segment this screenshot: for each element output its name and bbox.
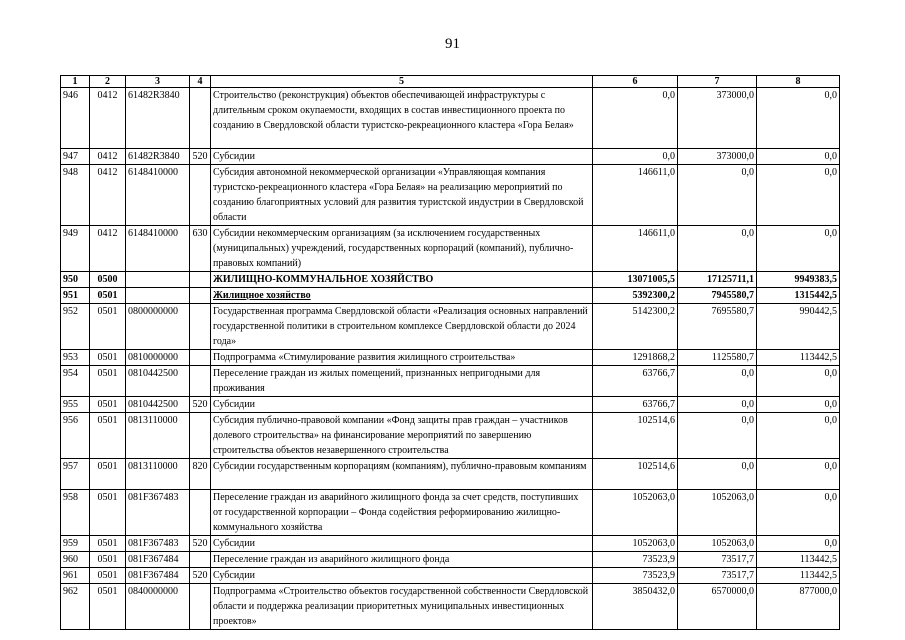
row-number: 952 xyxy=(61,304,90,350)
row-name: Государственная программа Свердловской области «Реализация основных направлений государственной политики в строительном комплексе Свердловской области до 2024 года» xyxy=(211,304,593,350)
expense-type-code xyxy=(190,304,211,350)
section-code: 0501 xyxy=(90,490,126,536)
amount-col-8: 9949383,5 xyxy=(757,272,840,288)
section-code: 0501 xyxy=(90,288,126,304)
amount-col-6: 1052063,0 xyxy=(593,490,678,536)
col-header-5: 5 xyxy=(211,76,593,88)
section-code: 0412 xyxy=(90,149,126,165)
target-article-code: 0813110000 xyxy=(126,459,190,490)
target-article-code: 0800000000 xyxy=(126,304,190,350)
row-name: Переселение граждан из аварийного жилищного фонда xyxy=(211,552,593,568)
table-row xyxy=(61,165,840,226)
col-header-7: 7 xyxy=(678,76,757,88)
amount-col-8: 990442,5 xyxy=(757,304,840,350)
row-name: Жилищное хозяйство xyxy=(211,288,593,304)
amount-col-7: 0,0 xyxy=(678,459,757,490)
amount-col-7: 0,0 xyxy=(678,226,757,272)
expense-type-code xyxy=(190,413,211,459)
row-number: 949 xyxy=(61,226,90,272)
section-code: 0412 xyxy=(90,165,126,226)
amount-col-8: 1315442,5 xyxy=(757,288,840,304)
expense-type-code xyxy=(190,490,211,536)
target-article-code: 081F367483 xyxy=(126,490,190,536)
row-number: 962 xyxy=(61,584,90,630)
target-article-code: 0813110000 xyxy=(126,413,190,459)
section-code: 0501 xyxy=(90,413,126,459)
table-row xyxy=(61,397,840,413)
expense-type-code xyxy=(190,366,211,397)
expense-type-code xyxy=(190,584,211,630)
table-row xyxy=(61,350,840,366)
section-code: 0412 xyxy=(90,88,126,149)
col-header-4: 4 xyxy=(190,76,211,88)
amount-col-7: 7945580,7 xyxy=(678,288,757,304)
amount-col-6: 3850432,0 xyxy=(593,584,678,630)
amount-col-6: 102514,6 xyxy=(593,413,678,459)
section-code: 0501 xyxy=(90,536,126,552)
amount-col-7: 373000,0 xyxy=(678,88,757,149)
amount-col-7: 1125580,7 xyxy=(678,350,757,366)
expense-type-code xyxy=(190,88,211,149)
amount-col-6: 63766,7 xyxy=(593,397,678,413)
row-name: ЖИЛИЩНО-КОММУНАЛЬНОЕ ХОЗЯЙСТВО xyxy=(211,272,593,288)
amount-col-7: 0,0 xyxy=(678,413,757,459)
row-name: Субсидия публично-правовой компании «Фонд защиты прав граждан – участников долевого строительства» на финансирование мероприятий по завершению строительства объектов незавершенного строительства xyxy=(211,413,593,459)
amount-col-6: 1052063,0 xyxy=(593,536,678,552)
target-article-code: 081F367484 xyxy=(126,552,190,568)
expense-type-code xyxy=(190,165,211,226)
amount-col-8: 0,0 xyxy=(757,459,840,490)
row-number: 946 xyxy=(61,88,90,149)
amount-col-6: 73523,9 xyxy=(593,552,678,568)
expense-type-code: 520 xyxy=(190,536,211,552)
expense-type-code: 520 xyxy=(190,397,211,413)
table-row xyxy=(61,288,840,304)
amount-col-8: 113442,5 xyxy=(757,568,840,584)
expense-type-code: 520 xyxy=(190,568,211,584)
row-number: 951 xyxy=(61,288,90,304)
target-article-code: 0810442500 xyxy=(126,366,190,397)
row-name: Субсидии государственным корпорациям (компаниям), публично-правовым компаниям xyxy=(211,459,593,490)
table-row xyxy=(61,226,840,272)
amount-col-8: 113442,5 xyxy=(757,552,840,568)
row-number: 950 xyxy=(61,272,90,288)
table-row xyxy=(61,413,840,459)
amount-col-8: 0,0 xyxy=(757,88,840,149)
target-article-code: 61482R3840 xyxy=(126,149,190,165)
section-code: 0501 xyxy=(90,584,126,630)
row-number: 961 xyxy=(61,568,90,584)
page-number: 91 xyxy=(445,36,460,52)
amount-col-8: 0,0 xyxy=(757,226,840,272)
amount-col-7: 73517,7 xyxy=(678,568,757,584)
amount-col-7: 1052063,0 xyxy=(678,536,757,552)
target-article-code xyxy=(126,288,190,304)
row-name: Переселение граждан из аварийного жилищного фонда за счет средств, поступивших от государственной корпорации – Фонда содействия реформированию жилищно-коммунального хозяйства xyxy=(211,490,593,536)
amount-col-6: 102514,6 xyxy=(593,459,678,490)
row-number: 957 xyxy=(61,459,90,490)
table-row xyxy=(61,459,840,490)
section-code: 0412 xyxy=(90,226,126,272)
row-name: Субсидии xyxy=(211,397,593,413)
amount-col-7: 0,0 xyxy=(678,366,757,397)
row-name: Подпрограмма «Строительство объектов государственной собственности Свердловской области и поддержка реализации приоритетных муниципальных инвестиционных проектов» xyxy=(211,584,593,630)
row-name: Субсидии xyxy=(211,149,593,165)
col-header-6: 6 xyxy=(593,76,678,88)
row-number: 960 xyxy=(61,552,90,568)
amount-col-7: 7695580,7 xyxy=(678,304,757,350)
amount-col-6: 73523,9 xyxy=(593,568,678,584)
table-row xyxy=(61,490,840,536)
expense-type-code xyxy=(190,350,211,366)
row-number: 956 xyxy=(61,413,90,459)
row-name: Строительство (реконструкция) объектов обеспечивающей инфраструктуры с длительным сроком окупаемости, входящих в состав инвестиционного проекта по созданию в Свердловской области туристско-рекреационного кластера «Гора Белая» xyxy=(211,88,593,149)
amount-col-6: 5392300,2 xyxy=(593,288,678,304)
row-name: Субсидия автономной некоммерческой организации «Управляющая компания туристско-рекреационного кластера «Гора Белая» на реализацию мероприятий по созданию благоприятных условий для развития туристской индустрии в Свердловской области xyxy=(211,165,593,226)
table-body xyxy=(61,88,840,630)
target-article-code: 0810442500 xyxy=(126,397,190,413)
amount-col-8: 0,0 xyxy=(757,149,840,165)
amount-col-8: 113442,5 xyxy=(757,350,840,366)
header-row xyxy=(61,76,840,88)
target-article-code: 6148410000 xyxy=(126,226,190,272)
section-code: 0501 xyxy=(90,568,126,584)
amount-col-7: 73517,7 xyxy=(678,552,757,568)
row-name: Субсидии некоммерческим организациям (за исключением государственных (муниципальных) учреждений, государственных корпораций (компаний), публично-правовых компаний) xyxy=(211,226,593,272)
amount-col-8: 0,0 xyxy=(757,165,840,226)
amount-col-8: 0,0 xyxy=(757,397,840,413)
section-code: 0501 xyxy=(90,397,126,413)
amount-col-8: 877000,0 xyxy=(757,584,840,630)
expense-type-code xyxy=(190,552,211,568)
col-header-1: 1 xyxy=(61,76,90,88)
col-header-8: 8 xyxy=(757,76,840,88)
target-article-code: 0810000000 xyxy=(126,350,190,366)
row-number: 948 xyxy=(61,165,90,226)
col-header-2: 2 xyxy=(90,76,126,88)
row-number: 947 xyxy=(61,149,90,165)
row-name: Переселение граждан из жилых помещений, признанных непригодными для проживания xyxy=(211,366,593,397)
table-row xyxy=(61,149,840,165)
amount-col-8: 0,0 xyxy=(757,413,840,459)
row-number: 955 xyxy=(61,397,90,413)
amount-col-6: 146611,0 xyxy=(593,226,678,272)
amount-col-7: 0,0 xyxy=(678,165,757,226)
amount-col-8: 0,0 xyxy=(757,536,840,552)
amount-col-6: 5142300,2 xyxy=(593,304,678,350)
row-number: 958 xyxy=(61,490,90,536)
amount-col-6: 13071005,5 xyxy=(593,272,678,288)
expense-type-code: 630 xyxy=(190,226,211,272)
target-article-code: 081F367483 xyxy=(126,536,190,552)
table-row xyxy=(61,584,840,630)
row-name: Субсидии xyxy=(211,536,593,552)
amount-col-6: 63766,7 xyxy=(593,366,678,397)
expense-type-code xyxy=(190,272,211,288)
section-code: 0501 xyxy=(90,350,126,366)
table-row xyxy=(61,536,840,552)
amount-col-6: 0,0 xyxy=(593,88,678,149)
amount-col-6: 1291868,2 xyxy=(593,350,678,366)
table-row xyxy=(61,568,840,584)
section-code: 0501 xyxy=(90,459,126,490)
section-code: 0501 xyxy=(90,366,126,397)
table-row xyxy=(61,366,840,397)
section-code: 0500 xyxy=(90,272,126,288)
amount-col-8: 0,0 xyxy=(757,366,840,397)
amount-col-6: 146611,0 xyxy=(593,165,678,226)
target-article-code: 6148410000 xyxy=(126,165,190,226)
table-row xyxy=(61,304,840,350)
col-header-3: 3 xyxy=(126,76,190,88)
table-row xyxy=(61,552,840,568)
amount-col-7: 1052063,0 xyxy=(678,490,757,536)
table-row xyxy=(61,272,840,288)
row-number: 954 xyxy=(61,366,90,397)
target-article-code: 081F367484 xyxy=(126,568,190,584)
expense-type-code xyxy=(190,288,211,304)
row-name: Подпрограмма «Стимулирование развития жилищного строительства» xyxy=(211,350,593,366)
amount-col-7: 373000,0 xyxy=(678,149,757,165)
row-number: 959 xyxy=(61,536,90,552)
section-code: 0501 xyxy=(90,304,126,350)
section-code: 0501 xyxy=(90,552,126,568)
expense-type-code: 520 xyxy=(190,149,211,165)
row-number: 953 xyxy=(61,350,90,366)
amount-col-7: 6570000,0 xyxy=(678,584,757,630)
target-article-code xyxy=(126,272,190,288)
table-row xyxy=(61,88,840,149)
expense-type-code: 820 xyxy=(190,459,211,490)
budget-table xyxy=(60,75,840,630)
row-name: Субсидии xyxy=(211,568,593,584)
target-article-code: 0840000000 xyxy=(126,584,190,630)
amount-col-6: 0,0 xyxy=(593,149,678,165)
target-article-code: 61482R3840 xyxy=(126,88,190,149)
amount-col-7: 17125711,1 xyxy=(678,272,757,288)
amount-col-7: 0,0 xyxy=(678,397,757,413)
amount-col-8: 0,0 xyxy=(757,490,840,536)
